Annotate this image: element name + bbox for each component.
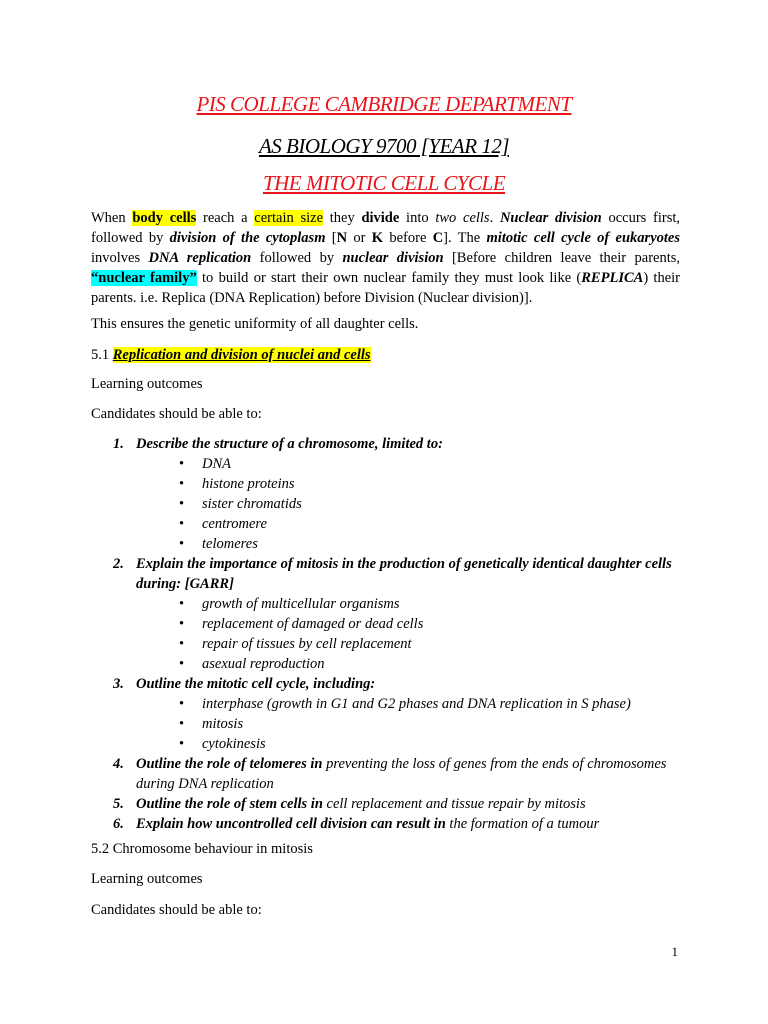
- term-nuclear-division: Nuclear division: [499, 210, 602, 226]
- outcome-item: [91, 754, 680, 794]
- sub-item: • DNA: [136, 454, 680, 474]
- sub-item: • cytokinesis: [136, 734, 680, 754]
- section-5-1-title: Replication and division of nuclei and cells: [112, 347, 371, 363]
- intro-text: [Before children leave their parents,: [443, 250, 681, 266]
- outcome-item: [91, 794, 680, 814]
- outcome-text: Outline the mitotic cell cycle, including:: [136, 676, 376, 692]
- intro-text: [: [325, 230, 337, 246]
- outcome-item: [91, 554, 680, 674]
- highlight-nuclear-family: “nuclear family”: [91, 270, 197, 286]
- college-heading: PIS COLLEGE CAMBRIDGE DEPARTMENT: [196, 92, 572, 116]
- sub-item: • telomeres: [136, 534, 680, 554]
- learning-outcomes-list: [91, 434, 680, 834]
- outcome-detail: cell replacement and tissue repair by mitosis: [326, 796, 586, 812]
- sub-item: • growth of multicellular organisms: [136, 594, 680, 614]
- term-mitotic-cycle: mitotic cell cycle of eukaryotes: [486, 230, 680, 246]
- sub-item: • asexual reproduction: [136, 654, 680, 674]
- intro-text: reach a: [196, 210, 255, 226]
- outcome-sublist: [136, 594, 680, 674]
- intro-text: occurs first, followed by: [91, 210, 681, 246]
- term-division-cytoplasm: division of the cytoplasm: [169, 230, 326, 246]
- outcome-item: [91, 814, 680, 834]
- outcome-detail: the formation of a tumour: [449, 816, 600, 832]
- outcome-item: [91, 434, 680, 554]
- sub-item: • mitosis: [136, 714, 680, 734]
- page-number: 1: [671, 944, 678, 959]
- sub-item: • centromere: [136, 514, 680, 534]
- outcome-number: 3.: [113, 676, 124, 692]
- intro-text: before: [383, 230, 433, 246]
- intro-text: or: [347, 230, 372, 246]
- learning-outcomes-label-2: Learning outcomes: [91, 871, 203, 887]
- outcome-text: Outline the role of telomeres in: [136, 756, 327, 772]
- term-k: K: [371, 230, 384, 246]
- outcome-text: Explain the importance of mitosis in the production of genetically identical daughter cells during: [GARR]: [136, 556, 672, 592]
- outcome-text: Describe the structure of a chromosome, limited to:: [136, 436, 443, 452]
- outcome-number: 1.: [113, 436, 124, 452]
- term-c: C: [432, 230, 444, 246]
- sub-item: • replacement of damaged or dead cells: [136, 614, 680, 634]
- term-two-cells: two cells: [435, 210, 490, 226]
- intro-text: .: [489, 210, 500, 226]
- term-replica: REPLICA: [581, 270, 644, 286]
- sub-item: • sister chromatids: [136, 494, 680, 514]
- intro-text: When: [91, 210, 133, 226]
- outcome-number: 2.: [113, 556, 124, 572]
- term-n: N: [336, 230, 348, 246]
- outcome-number: 5.: [113, 796, 124, 812]
- topic-heading: THE MITOTIC CELL CYCLE: [262, 171, 506, 195]
- sub-item: • interphase (growth in G1 and G2 phases and DNA replication in S phase): [136, 694, 680, 714]
- highlight-body-cells: body cells: [132, 210, 197, 226]
- term-divide: divide: [361, 210, 400, 226]
- term-nuclear-division-2: nuclear division: [342, 250, 444, 266]
- course-heading: AS BIOLOGY 9700 [YEAR 12]: [258, 134, 509, 158]
- outcome-text: Explain how uncontrolled cell division can result in: [136, 816, 450, 832]
- intro-text: followed by: [251, 250, 343, 266]
- intro-text: involves: [91, 250, 149, 266]
- sub-item: • histone proteins: [136, 474, 680, 494]
- section-number: 5.1: [91, 347, 113, 363]
- highlight-certain-size: certain size: [254, 210, 324, 226]
- outcome-text: Outline the role of stem cells in: [136, 796, 327, 812]
- intro-text: they: [323, 210, 362, 226]
- uniformity-sentence: This ensures the genetic uniformity of all daughter cells.: [91, 316, 419, 332]
- candidates-label-2: Candidates should be able to:: [91, 902, 262, 918]
- section-5-2-heading: 5.2 Chromosome behaviour in mitosis: [91, 841, 313, 857]
- outcome-number: 6.: [113, 816, 124, 832]
- intro-text: ]. The: [443, 230, 487, 246]
- sub-item: • repair of tissues by cell replacement: [136, 634, 680, 654]
- term-dna-replication: DNA replication: [148, 250, 252, 266]
- intro-text: into: [399, 210, 436, 226]
- candidates-label: Candidates should be able to:: [91, 406, 262, 422]
- learning-outcomes-label: Learning outcomes: [91, 376, 203, 392]
- outcome-sublist: [136, 694, 680, 754]
- outcome-sublist: [136, 454, 680, 554]
- section-5-1-heading: [91, 345, 680, 365]
- intro-text: to build or start their own nuclear family they must look like (: [196, 270, 582, 286]
- intro-text: ) their parents. i.e. Replica (DNA Replication) before Division (Nuclear division)].: [91, 270, 681, 306]
- intro-paragraph: [91, 208, 680, 308]
- outcome-item: [91, 674, 680, 754]
- outcome-detail: preventing the loss of genes from the ends of chromosomes during DNA replication: [136, 756, 667, 792]
- outcome-number: 4.: [113, 756, 124, 772]
